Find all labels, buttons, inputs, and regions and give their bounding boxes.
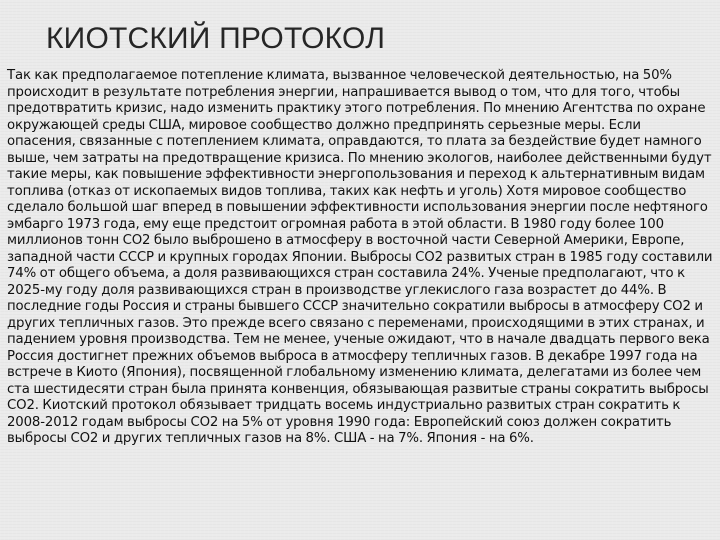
slide-title: КИОТСКИЙ ПРОТОКОЛ	[46, 22, 386, 55]
slide-body-text: Так как предполагаемое потепление климата, вызванное человеческой деятельностью, на 50% происходит в результате потребления энергии, напрашивается вывод о том, что для того, чтобы предотвратить кризис, надо изменить практику этого потребления. По мнению Агентства по охране окружающей среды США, мировое сообщество должно предпринять серьезные меры. Если опасения, связанные с потеплением климата, оправдаются, то плата за бездействие будет намного выше, чем затраты на предотвращение кризиса. По мнению экологов, наиболее действенными будут такие меры, как повышение эффективности энергопользования и переход к альтернативным видам топлива (отказ от ископаемых видов топлива, таких как нефть и уголь) Хотя мировое сообщество сделало большой шаг вперед в повышении эффективности использования энергии после нефтяного эмбарго 1973 года, ему еще предстоит огромная работа в этой области. В 1980 году более 100 миллионов тонн CO2 было выброшено в атмосферу в восточной части Северной Америки, Европе, западной части СССР и крупных городах Японии. Выбросы CO2 развитых стран в 1985 году составили 74% от общего объема, а доля развивающихся стран составила 24%. Ученые предполагают, что к 2025-му году доля развивающихся стран в производстве углекислого газа возрастет до 44%. В последние годы Россия и страны бывшего СССР значительно сократили выбросы в атмосферу CO2 и других тепличных газов. Это прежде всего связано с переменами, происходящими в этих странах, и падением уровня производства. Тем не менее, ученые ожидают, что в начале двадцать первого века Россия достигнет прежних объемов выброса в атмосферу тепличных газов. В декабре 1997 года на встрече в Киото (Япония), посвященной глобальному изменению климата, делегатами из более чем ста шестидесяти стран была принята конвенция, обязывающая развитые страны сократить выбросы CO2. Киотский протокол обязывает тридцать восемь индустриально развитых стран сократить к 2008-2012 годам выбросы CO2 на 5% от уровня 1990 года: Европейский союз должен сократить выбросы CO2 и других тепличных газов на 8%. США - на 7%. Япония - на 6%.	[7, 68, 713, 446]
